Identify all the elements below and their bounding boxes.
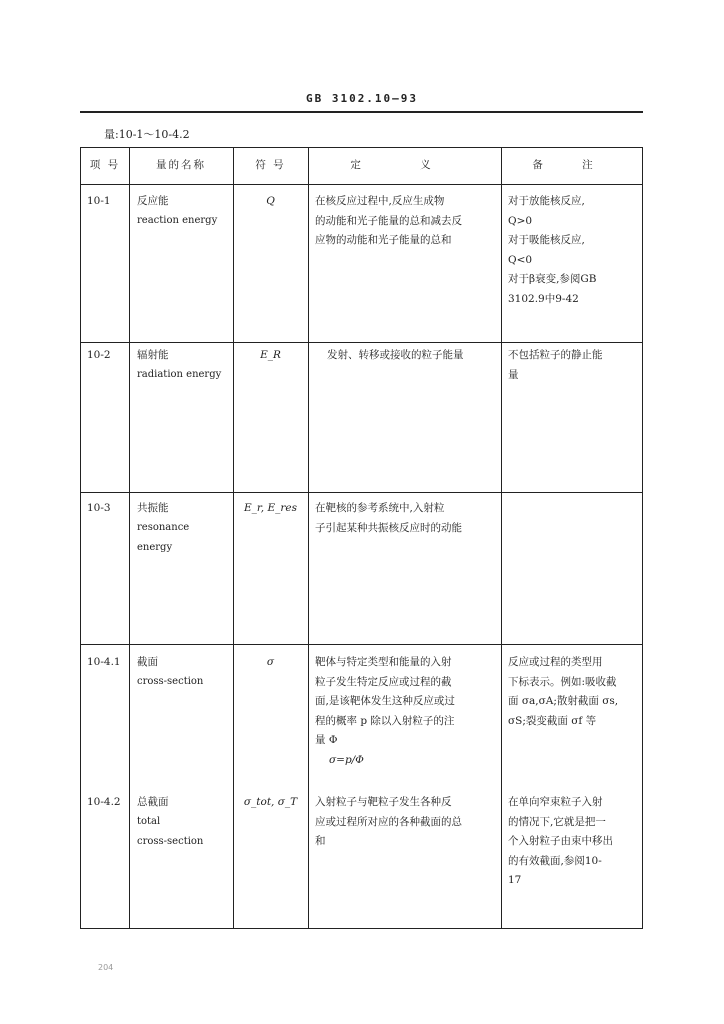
row-divider (81, 644, 642, 645)
quantity-symbol: Q (266, 195, 275, 207)
row-divider (81, 492, 642, 493)
column-divider (501, 148, 502, 928)
quantity-remarks: 反应或过程的类型用 下标表示。例如:吸收截 面 σa,σA;散射截面 σs, σS;裂变截面 σf 等 (508, 656, 619, 727)
quantity-definition: 入射粒子与靶粒子发生各种反 应或过程所对应的各种截面的总 和 (315, 796, 462, 847)
quantity-definition: 靶体与特定类型和能量的入射 粒子发生特定反应或过程的截 面,是该靶体发生这种反应或过 程的概率 p 除以入射粒子的注 量 Φ (315, 656, 455, 746)
quantity-name-cn: 共振能 (137, 502, 169, 514)
row-id: 10-1 (87, 195, 111, 207)
quantity-symbol: E_r, E_res (244, 502, 297, 514)
standard-code: GB 3102.10—93 (305, 92, 419, 105)
quantity-remarks: 在单向窄束粒子入射 的情况下,它就是把一 个入射粒子由束中移出 的有效截面,参阅10- 17 (508, 796, 613, 886)
definition-formula: σ=p/Φ (329, 754, 364, 766)
quantity-name-cn: 辐射能 (137, 349, 169, 361)
row-id: 10-3 (87, 502, 111, 514)
column-header-definition: 定 义 (350, 159, 459, 171)
column-divider (308, 148, 309, 928)
quantity-name-en: reaction energy (137, 215, 218, 226)
column-header-id: 项 号 (89, 159, 121, 171)
quantity-definition: 在靶核的参考系统中,入射粒 子引起某种共振核反应时的动能 (315, 502, 462, 534)
quantity-definition: 在核反应过程中,反应生成物 的动能和光子能量的总和减去反 应物的动能和光子能量的总和 (315, 195, 462, 246)
row-divider (81, 342, 642, 343)
page-number: 204 (98, 963, 114, 972)
quantity-name-cn: 截面 (137, 656, 158, 668)
quantity-name-en: cross-section (137, 676, 204, 687)
column-header-symbol: 符 号 (255, 159, 286, 171)
quantity-remarks: 对于放能核反应, Q>0 对于吸能核反应, Q<0 对于β衰变,参阅GB 3102.9中9-42 (508, 195, 597, 305)
table-caption: 量:10-1～10-4.2 (104, 128, 190, 141)
quantity-name-en: resonance energy (137, 522, 190, 553)
quantities-table (80, 147, 643, 929)
column-header-name: 量的名称 (156, 159, 206, 171)
quantity-symbol: σ_tot, σ_T (243, 796, 298, 808)
quantity-symbol: E_R (260, 349, 281, 361)
column-header-remarks: 备 注 (532, 159, 611, 171)
row-id: 10-4.1 (87, 656, 121, 668)
quantity-remarks: 不包括粒子的静止能 量 (508, 349, 603, 381)
quantity-name-en: total cross-section (137, 816, 204, 847)
quantity-name-cn: 反应能 (137, 195, 169, 207)
quantity-symbol: σ (266, 656, 275, 668)
row-id: 10-2 (87, 349, 111, 361)
header-rule (80, 111, 643, 113)
header-row-divider (81, 184, 642, 185)
quantity-name-cn: 总截面 (137, 796, 169, 808)
quantity-name-en: radiation energy (137, 369, 222, 380)
row-id: 10-4.2 (87, 796, 121, 808)
quantity-definition: 发射、转移或接收的粒子能量 (327, 349, 464, 361)
column-divider (129, 148, 130, 928)
